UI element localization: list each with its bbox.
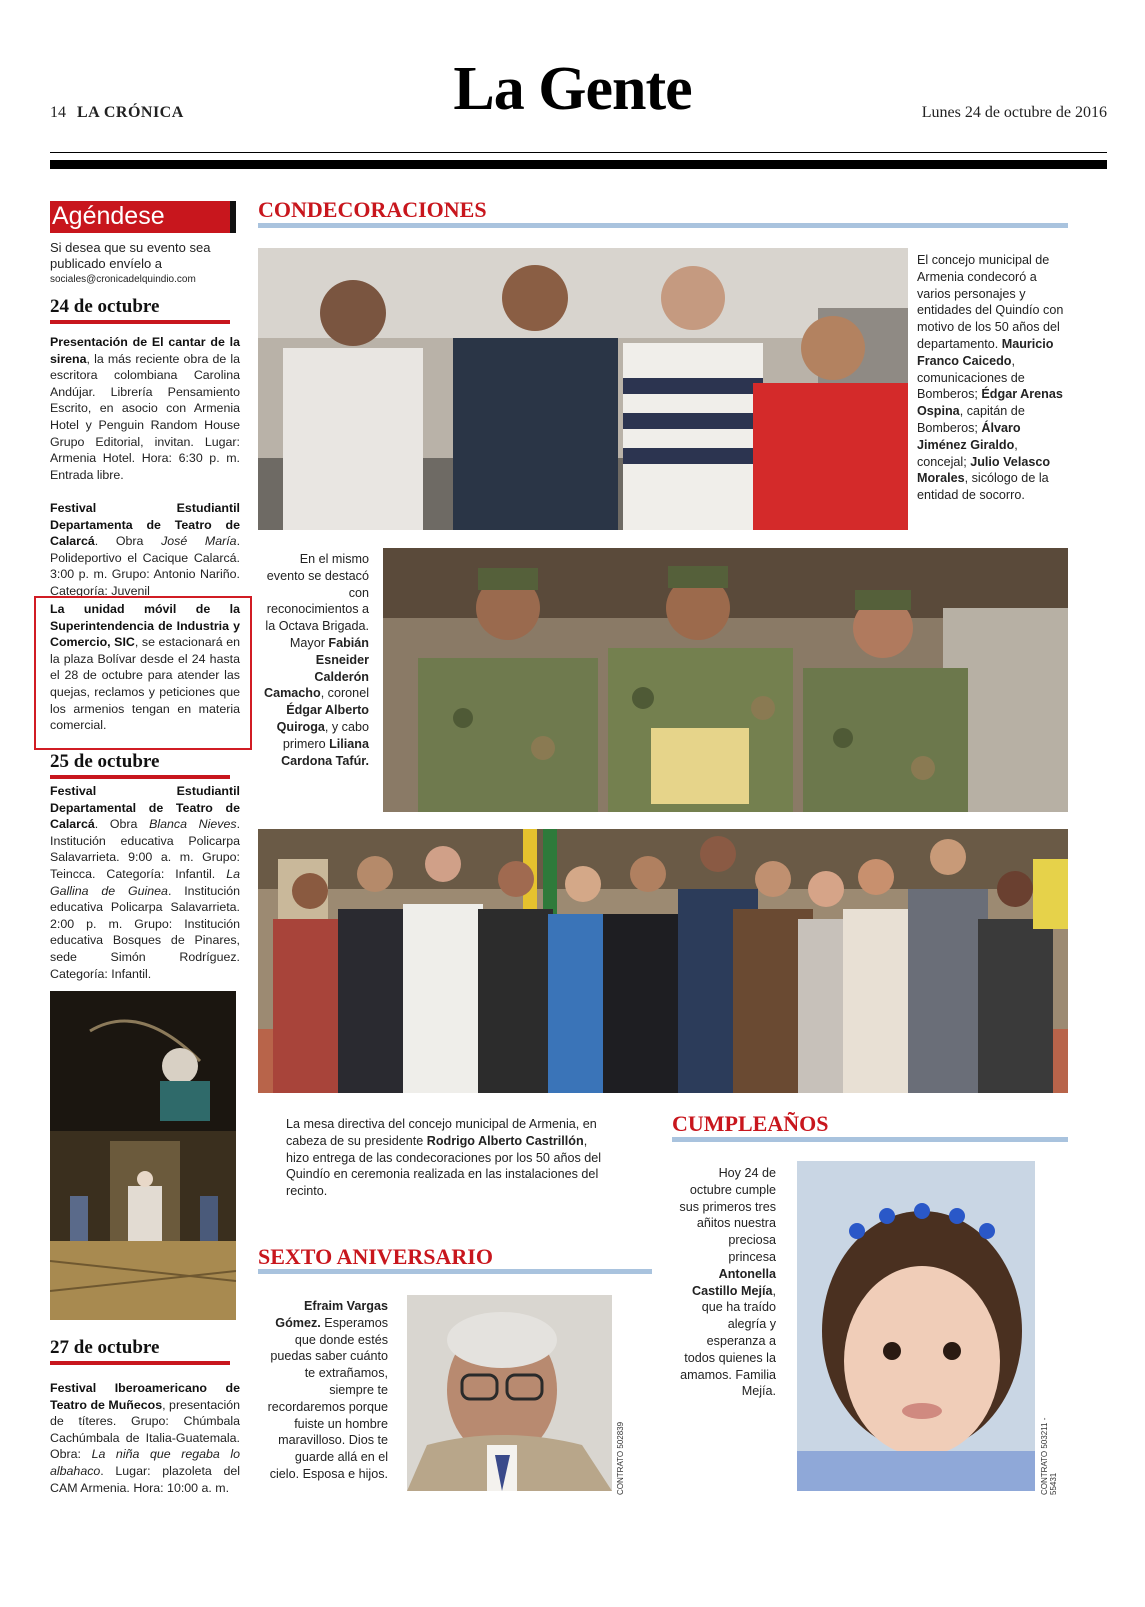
child-portrait-illustration bbox=[797, 1161, 1035, 1491]
puppet-theater-illustration bbox=[50, 991, 236, 1320]
issue-date: Lunes 24 de octubre de 2016 bbox=[921, 104, 1107, 121]
caption-aniversario: Efraim Vargas Gómez. Esperamos que donde estés puedas saber cuánto te extrañamos, siempre te recordaremos porque fuiste un hombre maravilloso. Dios te guarde allá en el cielo. Esposa e hijos. bbox=[267, 1299, 388, 1481]
date-heading-24: 24 de octubre bbox=[50, 296, 160, 317]
event-item: Festival Estudiantil Departamental de Teatro de Calarcá. Obra Blanca Nieves. Institución educativa Policarpa Salavarrieta. 9:00 a. m. Grupo: Teincca. Categoría: Infantil. La Gallina de Guinea. Institución educativa Policarpa Salavarrieta. 2:00 p. m. Grupo: Institución educativa Bosques de Pinares, sede Simón Rodríguez. Categoría: Infantil. bbox=[50, 784, 241, 981]
birthday-photo bbox=[797, 1161, 1035, 1491]
date-rule bbox=[50, 1361, 230, 1365]
newspaper-name: LA CRÓNICA bbox=[77, 104, 184, 121]
caption-condecoraciones-2: En el mismo evento se destacó con reconocimientos a la Octava Brigada. Mayor Fabián Esneider Calderón Camacho, coronel Édgar Alberto Quiroga, y cabo primero Liliana Cardona Tafúr. bbox=[263, 552, 369, 768]
caption-cumpleanos: Hoy 24 de octubre cumple sus primeros tres añitos nuestra preciosa princesa Antonella Castillo Mejía, que ha traído alegría y esperanza a todos quienes la amamos. Familia Mejía. bbox=[679, 1166, 776, 1399]
condecoraciones-photo-3 bbox=[258, 829, 1068, 1093]
agendese-email: sociales@cronicadelquindio.com bbox=[50, 274, 196, 285]
section-rule bbox=[672, 1137, 1068, 1142]
date-heading-27: 27 de octubre bbox=[50, 1337, 160, 1358]
date-heading-25: 25 de octubre bbox=[50, 751, 160, 772]
military-photo-illustration bbox=[383, 548, 1068, 812]
caption-condecoraciones-1: El concejo municipal de Armenia condecoró a varios personajes y entidades del Quindío con motivo de los 50 años del departamento. Mauricio Franco Caicedo, comunicaciones de Bomberos; Édgar Arenas Ospina, capitán de Bomberos; Álvaro Jiménez Giraldo, concejal; Julio Velasco Morales, sicólogo de la entidad de socorro. bbox=[917, 253, 1064, 503]
date-rule bbox=[50, 775, 230, 779]
event-item: Presentación de El cantar de la sirena, la más reciente obra de la escritora colombiana Carolina Andújar. Librería Pensamiento Escrito, en asocio con Armenia Hotel y Penguin Random House Grupo Editorial, invitan. Lugar: Armenia Hotel. Hora: 6:30 p. m. Entrada libre. bbox=[50, 335, 240, 482]
memorial-photo bbox=[407, 1295, 612, 1491]
condecoraciones-photo-2 bbox=[383, 548, 1068, 812]
header-rule-thin bbox=[50, 152, 1107, 153]
event-item: La unidad móvil de la Superintendencia de Industria y Comercio, SIC, se estacionará en la plaza Bolívar desde el 24 hasta el 28 de octubre para atender las quejas, reclamos y peticiones que los armenios tengan en materia comercial. bbox=[50, 602, 240, 733]
section-heading-condecoraciones: CONDECORACIONES bbox=[258, 197, 487, 222]
agendese-note: Si desea que su evento sea publicado envíelo a bbox=[50, 240, 211, 271]
man-portrait-illustration bbox=[407, 1295, 612, 1491]
section-heading-aniversario: SEXTO ANIVERSARIO bbox=[258, 1244, 493, 1269]
agendese-title: Agéndese bbox=[52, 202, 165, 230]
section-rule bbox=[258, 1269, 652, 1274]
condecoraciones-photo-1 bbox=[258, 248, 908, 530]
event-item: Festival Estudiantil Departamenta de Teatro de Calarcá. Obra José María. Polideportivo el Cacique Calarcá. 3:00 p. m. Grupo: Antonio Nariño. Categoría: Juvenil bbox=[50, 501, 241, 598]
section-heading-cumpleanos: CUMPLEAÑOS bbox=[672, 1111, 829, 1136]
section-rule bbox=[258, 223, 1068, 228]
contract-number: CONTRATO 503211 - 55431 bbox=[1040, 1417, 1058, 1495]
agendese-bar bbox=[230, 201, 236, 233]
page-number: 14 bbox=[50, 104, 66, 121]
event-item: Festival Iberoamericano de Teatro de Muñecos, presentación de títeres. Grupo: Chúmbala Cachúmbala de Italia-Guatemala. Obra: La niña que regaba lo albahaco. Lugar: plazoleta del CAM Armenia. Hora: 10:00 a. m. bbox=[50, 1381, 240, 1495]
date-rule bbox=[50, 320, 230, 324]
section-title: La Gente bbox=[453, 55, 692, 123]
group-ceremony-illustration bbox=[258, 829, 1068, 1093]
header-rule-thick bbox=[50, 160, 1107, 169]
group-photo-illustration bbox=[258, 248, 908, 530]
contract-number: CONTRATO 502839 bbox=[616, 1421, 625, 1495]
caption-condecoraciones-3: La mesa directiva del concejo municipal de Armenia, en cabeza de su presidente Rodrigo Alberto Castrillón, hizo entrega de las condecoraciones por los 50 años del Quindío en ceremonia realizada en las instalaciones del recinto. bbox=[286, 1117, 602, 1199]
puppet-theater-photo bbox=[50, 991, 236, 1320]
